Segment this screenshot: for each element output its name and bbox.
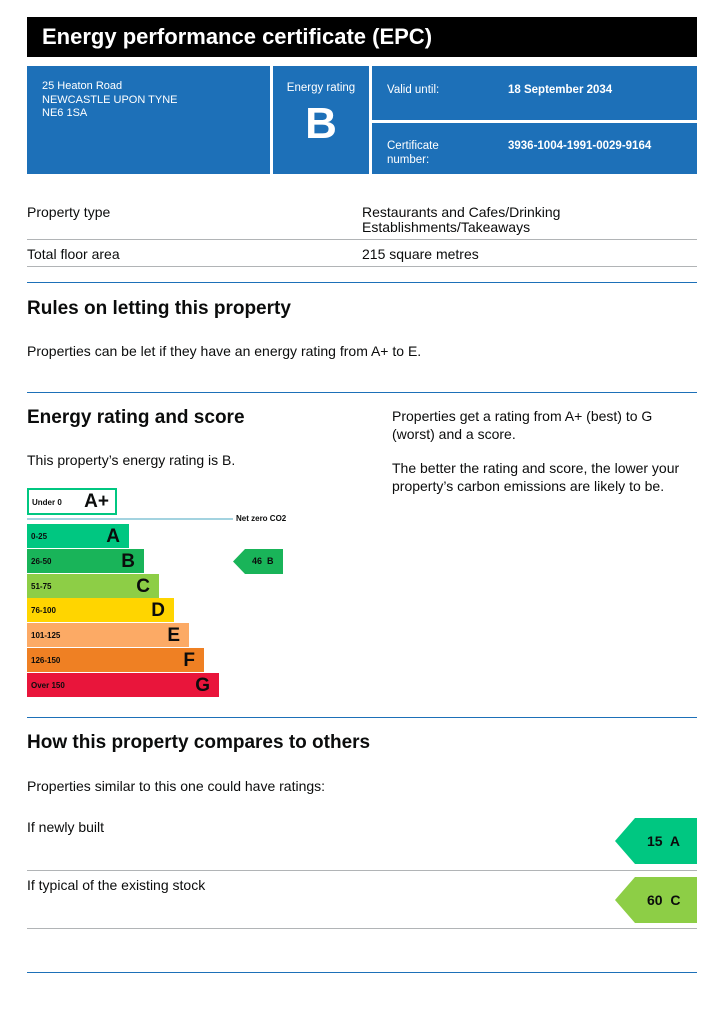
valid-until-value: 18 September 2034 (508, 84, 613, 96)
compare-rating-marker (615, 818, 697, 864)
property-type-row (27, 205, 697, 240)
band-d (27, 598, 174, 622)
band-f (27, 648, 204, 672)
certificate-label (387, 140, 439, 167)
floor-area-value: 215 square metres (362, 246, 479, 262)
section-divider (27, 282, 697, 283)
net-zero-label: Net zero CO2 (236, 514, 287, 523)
compare-rating-marker (615, 877, 697, 923)
certificate-panel (372, 123, 697, 174)
title-bar (27, 17, 697, 57)
valid-until-label: Valid until: (387, 84, 440, 96)
compare-row-new (27, 812, 697, 871)
property-type-value: Restaurants and Cafes/Drinking Establishments/Takeaways (362, 204, 561, 235)
net-zero-line (27, 518, 117, 520)
address-line-3: NE6 1SA (42, 107, 88, 119)
band-a (27, 524, 129, 548)
energy-rating-letter: B (305, 99, 337, 148)
compare-row-existing (27, 871, 697, 929)
band-range: 26-50 (31, 556, 52, 566)
band-letter: B (121, 550, 135, 572)
compare-heading: How this property compares to others (27, 732, 371, 753)
compare-rating-label: 60 C (647, 892, 681, 908)
rating-heading: Energy rating and score (27, 407, 245, 428)
rating-side-text-2: The better the rating and score, the lower your property’s carbon emissions are likely to be. (392, 460, 680, 494)
compare-row-label: If newly built (27, 819, 105, 835)
page-title: Energy performance certificate (EPC) (42, 24, 433, 49)
rating-side-text-1: Properties get a rating from A+ (best) to G (worst) and a score. (392, 408, 653, 442)
letting-text: Properties can be let if they have an energy rating from A+ to E. (27, 343, 422, 359)
certificate-label-line-1: Certificate (387, 140, 439, 152)
section-divider (27, 972, 697, 973)
section-divider (27, 717, 697, 718)
band-c (27, 574, 159, 598)
band-letter: E (167, 625, 180, 647)
band-a-plus (27, 488, 117, 515)
property-type-label: Property type (27, 204, 111, 220)
band-range: 76-100 (31, 606, 56, 616)
letting-heading: Rules on letting this property (27, 298, 291, 319)
band-letter: A+ (84, 491, 109, 512)
current-rating-label: 46 B (252, 555, 274, 566)
band-b (27, 549, 144, 573)
band-g (27, 673, 219, 697)
energy-rating-label: Energy rating (286, 82, 356, 94)
floor-area-row (27, 247, 697, 267)
band-range: Under 0 (32, 498, 62, 507)
certificate-number: 3936-1004-1991-0029-9164 (508, 140, 652, 152)
band-letter: A (106, 526, 120, 547)
address-line-2: NEWCASTLE UPON TYNE (42, 93, 178, 106)
band-range: Over 150 (31, 680, 65, 690)
band-letter: C (136, 575, 150, 597)
band-letter: G (195, 674, 210, 696)
compare-intro: Properties similar to this one could have ratings: (27, 778, 326, 794)
rating-text: This property’s energy rating is B. (27, 452, 236, 468)
band-letter: F (183, 650, 195, 671)
address-panel (27, 66, 270, 174)
band-range: 0-25 (31, 532, 48, 541)
band-e (27, 623, 189, 647)
band-letter: D (151, 600, 165, 622)
net-zero-line (117, 518, 233, 520)
compare-rating-label: 15 A (647, 833, 680, 849)
valid-until-panel (372, 66, 697, 120)
address-line-1: 25 Heaton Road (42, 80, 123, 92)
energy-rating-panel (273, 66, 369, 174)
certificate-label-line-2: number: (387, 153, 430, 166)
band-range: 51-75 (31, 581, 52, 591)
floor-area-label: Total floor area (27, 246, 120, 262)
section-divider (27, 392, 697, 393)
band-range: 126-150 (31, 656, 61, 665)
compare-row-label: If typical of the existing stock (27, 877, 206, 893)
current-rating-marker (233, 549, 283, 574)
band-range: 101-125 (31, 631, 61, 641)
